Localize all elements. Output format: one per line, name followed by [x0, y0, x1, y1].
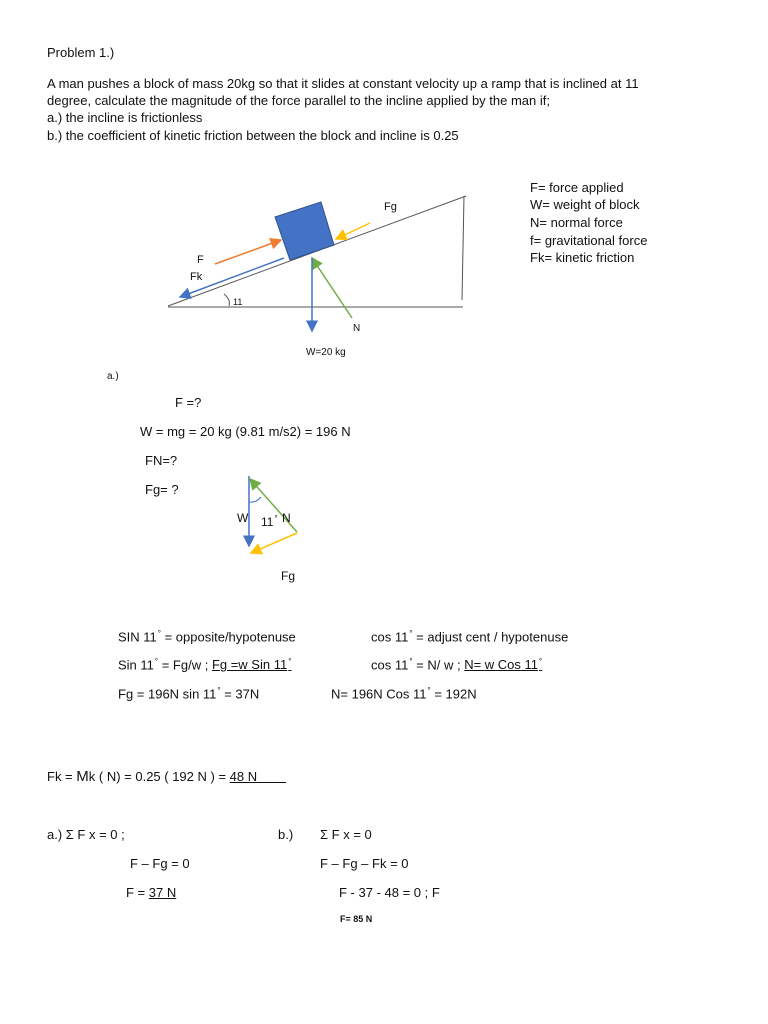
legend-item-fg: f= gravitational force [530, 233, 648, 248]
normal-force-arrow [312, 258, 352, 318]
angle-arc [224, 294, 229, 306]
problem-title: Problem 1.) [47, 45, 115, 60]
fn-unknown: FN=? [145, 453, 178, 468]
applied-force-arrow [215, 240, 281, 264]
triangle-label-fg: Fg [281, 569, 296, 583]
fg-unknown: Fg= ? [145, 482, 179, 497]
sin-definition: SIN 11° = opposite/hypotenuse [118, 629, 296, 645]
label-f: F [197, 254, 204, 266]
solution-b-label: b.) [278, 827, 294, 842]
label-w: W=20 kg [306, 347, 346, 358]
f-unknown: F =? [175, 395, 202, 410]
cos-definition: cos 11° = adjust cent / hypotenuse [371, 629, 569, 645]
cos-relation: cos 11° = N/ w ; N= w Cos 11° [371, 657, 543, 673]
triangle-label-n: N [282, 511, 291, 525]
triangle-label-w: W [237, 511, 249, 525]
label-n: N [353, 323, 361, 334]
statement-part-a: a.) the incline is frictionless [47, 110, 203, 125]
solution-a-head: a.) Σ F x = 0 ; [47, 827, 125, 842]
label-fg: Fg [384, 201, 397, 213]
gravity-component-arrow [336, 223, 370, 239]
solution-b-head: Σ F x = 0 [320, 827, 372, 842]
sin-relation: Sin 11° = Fg/w ; Fg =w Sin 11° [118, 657, 292, 673]
statement-line-1: A man pushes a block of mass 20kg so that it slides at constant velocity up a ramp that is inclined at 11 [47, 76, 639, 91]
solution-b-answer: F= 85 N [340, 914, 373, 924]
solution-b-equation: F – Fg – Fk = 0 [320, 856, 409, 871]
solution-b-substitution: F - 37 - 48 = 0 ; F [339, 885, 440, 900]
part-a-label: a.) [107, 371, 119, 382]
block [275, 202, 334, 260]
legend-item-fk: Fk= kinetic friction [530, 250, 635, 265]
weight-equation: W = mg = 20 kg (9.81 m/s2) = 196 N [140, 424, 351, 439]
statement-part-b: b.) the coefficient of kinetic friction between the block and incline is 0.25 [47, 128, 459, 143]
n-result: N= 196N Cos 11° = 192N [331, 686, 477, 702]
solution-a-answer: F = 37 N [126, 885, 177, 900]
friction-equation: Fk = Mk ( N) = 0.25 ( 192 N ) = 48 N [47, 768, 287, 785]
legend-item-f: F= force applied [530, 180, 624, 195]
triangle-angle-arc [249, 497, 261, 502]
label-angle: 11 [233, 297, 243, 307]
triangle-label-angle: 11° [261, 514, 278, 529]
statement-line-2: degree, calculate the magnitude of the force parallel to the incline applied by the man if; [47, 93, 550, 108]
legend-item-w: W= weight of block [530, 197, 640, 212]
label-fk: Fk [190, 271, 203, 283]
ramp-vertical-line [462, 196, 464, 300]
triangle-fg-arrow [251, 533, 297, 553]
solution-a-equation: F – Fg = 0 [130, 856, 190, 871]
legend-item-n: N= normal force [530, 215, 623, 230]
fg-result: Fg = 196N sin 11° = 37N [118, 686, 260, 702]
